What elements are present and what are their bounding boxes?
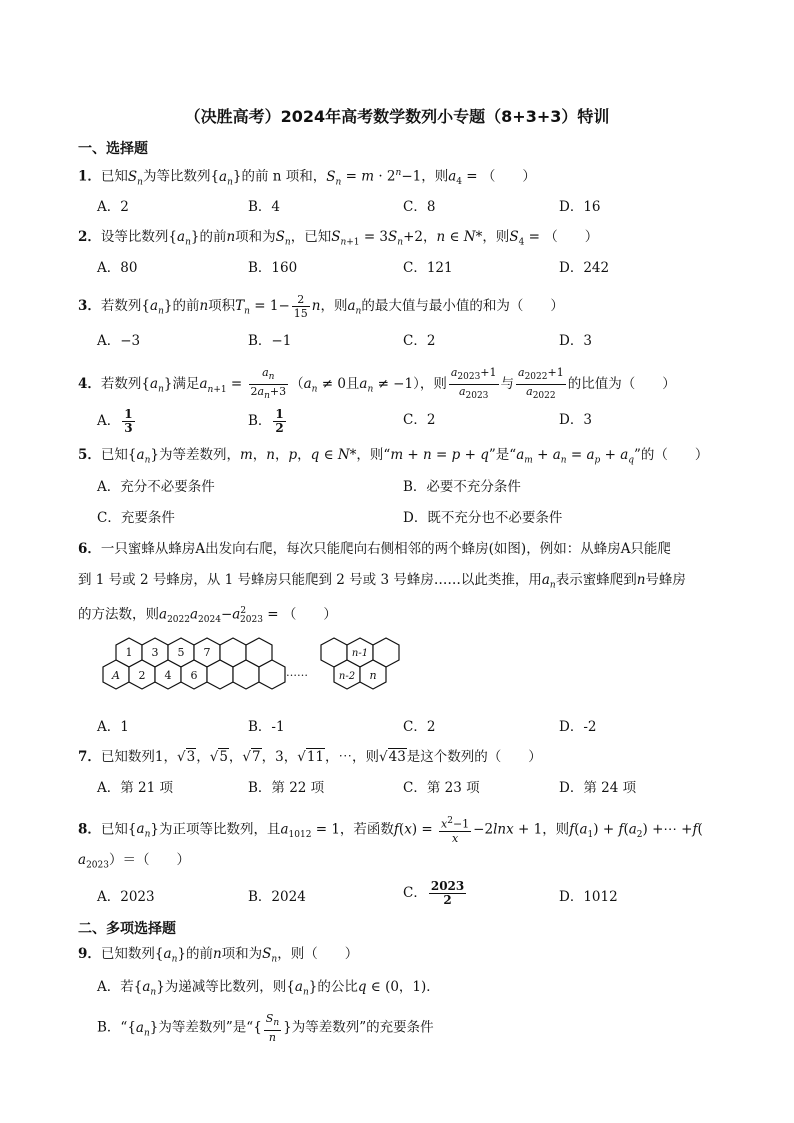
- option-a: A．充分不必要条件: [97, 479, 215, 495]
- page-title: （决胜高考）2024年高考数学数列小专题（8+3+3）特训: [184, 107, 610, 126]
- hex-label: n-1: [351, 648, 369, 659]
- option-a: A．若$\{a_n\}$为递减等比数列，则$\{a_n\}$的公比q ∈ (0，1)．: [97, 979, 440, 998]
- option-b: B．4: [248, 199, 281, 215]
- option-b: B．-1: [248, 719, 285, 735]
- question-4: 4．若数列$\{a_n\}$满足$a_{n+1}$ = $\frac{a_n}{2a_n+3}$ （$a_n \ne 0$且$a_n \ne -1$），则 $\frac{a_{2023}+1}{a_{2023}}$ 与 $\frac{a_{2022}+1}{a_{2022}}$ 的比值为（ ）: [78, 366, 676, 402]
- hex-label: n-2: [338, 671, 356, 682]
- option-c: C． $\frac{2023}{2}$: [403, 879, 465, 907]
- question-number: 9．: [78, 946, 101, 962]
- option-a: A．80: [97, 260, 138, 276]
- hex-label: 2: [138, 669, 146, 682]
- question-number: 1．: [78, 168, 101, 185]
- question-number: 2．: [78, 229, 101, 245]
- question-6-line-2: 到 1 号或 2 号蜂房，从 1 号蜂房只能爬到 2 号或 3 号蜂房……以此类推，用$a_n$表示蜜蜂爬到n号蜂房: [78, 572, 686, 591]
- option-a: A．2: [97, 199, 129, 215]
- option-b: B．−1: [248, 333, 292, 349]
- question-5: 5．已知$\{a_n\}$为等差数列，m，n，p，q ∈ N*，则“m + n = p + q”是“$a_m + a_n = a_p + a_q$”的（ ）: [78, 447, 709, 466]
- option-d: D．3: [559, 333, 592, 349]
- hex-label: 4: [164, 669, 172, 682]
- option-c: C．8: [403, 199, 436, 215]
- hex-label: 6: [190, 669, 198, 682]
- option-d: D．既不充分也不必要条件: [403, 510, 563, 526]
- section-heading-choice: 一、选择题: [78, 141, 148, 157]
- option-b: B．第 22 项: [248, 780, 325, 796]
- question-6: 6．一只蜜蜂从蜂房A出发向右爬，每次只能爬向右侧相邻的两个蜂房(如图)，例如：从蜂房A只能爬: [78, 541, 671, 557]
- option-c: C．充要条件: [97, 510, 175, 526]
- option-b: B． $\frac{1}{2}$: [248, 407, 284, 435]
- honeycomb-figure: [94, 634, 414, 706]
- question-2: 2．设等比数列$\{a_n\}$的前n项和为$S_n$，已知$S_{n+1} = 3S_n+2$，n ∈ N*，则$S_4$ = （ ）: [78, 229, 599, 248]
- option-c: C．2: [403, 719, 436, 735]
- question-number: 4．: [78, 376, 101, 393]
- question-1: 1．已知$S_n$为等比数列$\{a_n\}$的前 n 项和，$S_n = m \cdot 2^n-1$，则$a_4$ = （ ）: [78, 168, 536, 188]
- question-3: 3．若数列$\{a_n\}$的前n项积$T_n = 1-$ $\frac{2}{15}$ n，则$a_n$的最大值与最小值的和为（ ）: [78, 293, 564, 320]
- option-d: D．3: [559, 412, 592, 428]
- hex-label: 1: [125, 646, 133, 659]
- question-number: 3．: [78, 298, 101, 314]
- hex-label: 7: [203, 646, 211, 659]
- option-d: D．第 24 项: [559, 780, 637, 796]
- hex-cell: [259, 660, 285, 689]
- option-d: D．242: [559, 260, 610, 276]
- option-a: A．2023: [97, 889, 155, 905]
- option-c: C．第 23 项: [403, 780, 480, 796]
- option-c: C．2: [403, 412, 436, 428]
- question-8-line-2: $a_{2023})=$（ ）: [78, 852, 190, 871]
- hex-label: n: [369, 669, 377, 682]
- option-a: A．1: [97, 719, 129, 735]
- option-d: D．16: [559, 199, 601, 215]
- question-7: 7．已知数列1，√3，√5，√7，3，√11，⋯，则√43是这个数列的（ ）: [78, 749, 542, 765]
- question-8: 8．已知$\{a_n\}$为正项等比数列，且$a_{1012} = 1$，若函数f(x) = $\frac{x^2-1}{x}$ −2lnx + 1，则$f(a_1) + f(a_2)$ +⋯ +f(: [78, 816, 703, 845]
- option-b: B．160: [248, 260, 298, 276]
- option-b: B．必要不充分条件: [403, 479, 521, 495]
- option-a: A． $\frac{1}{3}$: [97, 407, 133, 435]
- hex-cell: [207, 660, 233, 689]
- ellipsis: ……: [286, 666, 308, 679]
- hex-label: 3: [151, 646, 159, 659]
- question-9: 9．已知数列$\{a_n\}$的前n项和为$S_n$，则（ ）: [78, 946, 359, 965]
- option-a: A．−3: [97, 333, 141, 349]
- question-6-line-3: 的方法数，则$a_{2022}a_{2024}-a^2_{2023}$ = （ ）: [78, 606, 337, 626]
- question-number: 7．: [78, 749, 101, 765]
- option-c: C．121: [403, 260, 453, 276]
- option-d: D．1012: [559, 889, 618, 905]
- hex-label: A: [112, 669, 120, 682]
- option-b: B．2024: [248, 889, 306, 905]
- question-number: 8．: [78, 821, 101, 838]
- hex-label: 5: [177, 646, 185, 659]
- section-heading-multi: 二、多项选择题: [78, 921, 176, 937]
- hex-cell: [233, 660, 259, 689]
- option-b: B．“$\{a_n\}$为等差数列”是“{ $\frac{S_n}{n}$ }为等差数列”的充要条件: [97, 1012, 434, 1045]
- option-c: C．2: [403, 333, 436, 349]
- question-number: 5．: [78, 447, 101, 463]
- option-a: A．第 21 项: [97, 780, 174, 796]
- question-number: 6．: [78, 541, 101, 557]
- option-d: D．-2: [559, 719, 597, 735]
